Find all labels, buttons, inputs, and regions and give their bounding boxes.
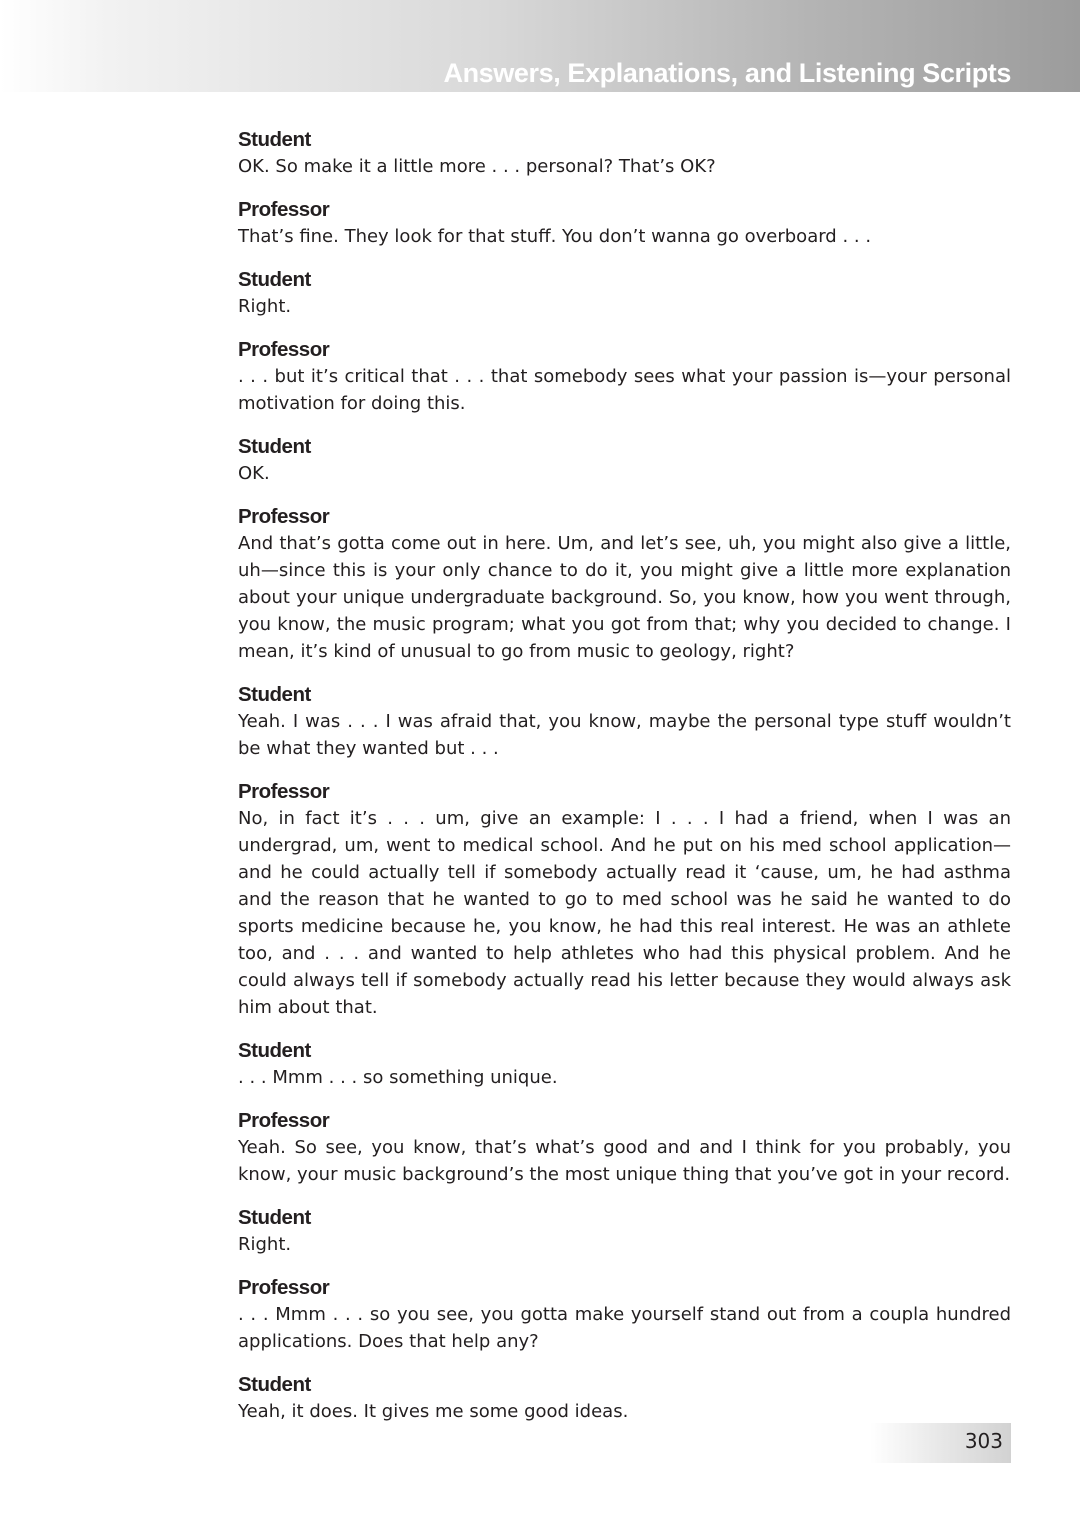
speech-text: OK. So make it a little more . . . personal? That’s OK? xyxy=(238,156,716,177)
speaker-name: Professor xyxy=(238,338,330,361)
speech-text: . . . but it’s critical that . . . that somebody sees what your passion is—your personal motivation for doing this. xyxy=(238,366,1011,414)
speech-text: Right. xyxy=(238,1234,292,1255)
dialogue-turn xyxy=(238,503,1011,665)
dialogue-turn xyxy=(238,1037,1011,1091)
speaker-name: Professor xyxy=(238,780,330,803)
page-number: 303 xyxy=(964,1429,1003,1453)
page-number-tab xyxy=(870,1423,1011,1463)
dialogue-turn xyxy=(238,681,1011,762)
dialogue-turn xyxy=(238,196,1011,250)
speaker-name: Student xyxy=(238,1373,311,1396)
speech-text: Yeah. I was . . . I was afraid that, you know, maybe the personal type stuff wouldn’t be what they wanted but . . . xyxy=(238,711,1011,759)
speech-text: Right. xyxy=(238,296,292,317)
speech-text: Yeah. So see, you know, that’s what’s good and and I think for you probably, you know, your music background’s the most unique thing that you’ve got in your record. xyxy=(238,1137,1011,1185)
speech-text: Yeah, it does. It gives me some good ideas. xyxy=(238,1401,629,1422)
speech-text: . . . Mmm . . . so you see, you gotta make yourself stand out from a coupla hundred applications. Does that help any? xyxy=(238,1304,1011,1352)
dialogue-turn xyxy=(238,266,1011,320)
dialogue-turn xyxy=(238,1107,1011,1188)
dialogue-turn xyxy=(238,1371,1011,1425)
speech-text: OK. xyxy=(238,463,270,484)
speaker-name: Professor xyxy=(238,1276,330,1299)
speaker-name: Professor xyxy=(238,1109,330,1132)
dialogue-turn xyxy=(238,1204,1011,1258)
dialogue-turn xyxy=(238,336,1011,417)
header-band xyxy=(0,0,1080,92)
speaker-name: Student xyxy=(238,128,311,151)
running-header-title: Answers, Explanations, and Listening Scripts xyxy=(443,58,1011,88)
listening-script xyxy=(238,126,1011,1441)
speaker-name: Student xyxy=(238,1206,311,1229)
speech-text: No, in fact it’s . . . um, give an example: I . . . I had a friend, when I was an undergrad, um, went to medical school. And he put on his med school application—and he could actually tell if somebody actually read it ‘cause, um, he had asthma and the reason that he wanted to go to med school was he said he wanted to do sports medicine because he, you know, he had this real interest. He was an athlete too, and . . . and wanted to help athletes who had this physical problem. And he could always tell if somebody actually read his letter because they would always ask him about that. xyxy=(238,808,1011,1018)
speech-text: And that’s gotta come out in here. Um, and let’s see, uh, you might also give a little, uh—since this is your only chance to do it, you might give a little more explanation about your unique undergraduate background. So, you know, how you went through, you know, the music program; what you got from that; why you decided to change. I mean, it’s kind of unusual to go from music to geology, right? xyxy=(238,533,1011,662)
speech-text: That’s fine. They look for that stuff. You don’t wanna go overboard . . . xyxy=(238,226,872,247)
dialogue-turn xyxy=(238,126,1011,180)
dialogue-turn xyxy=(238,778,1011,1021)
dialogue-turn xyxy=(238,433,1011,487)
speaker-name: Professor xyxy=(238,505,330,528)
speaker-name: Student xyxy=(238,1039,311,1062)
speaker-name: Professor xyxy=(238,198,330,221)
speaker-name: Student xyxy=(238,435,311,458)
speaker-name: Student xyxy=(238,683,311,706)
speech-text: . . . Mmm . . . so something unique. xyxy=(238,1067,558,1088)
speaker-name: Student xyxy=(238,268,311,291)
dialogue-turn xyxy=(238,1274,1011,1355)
